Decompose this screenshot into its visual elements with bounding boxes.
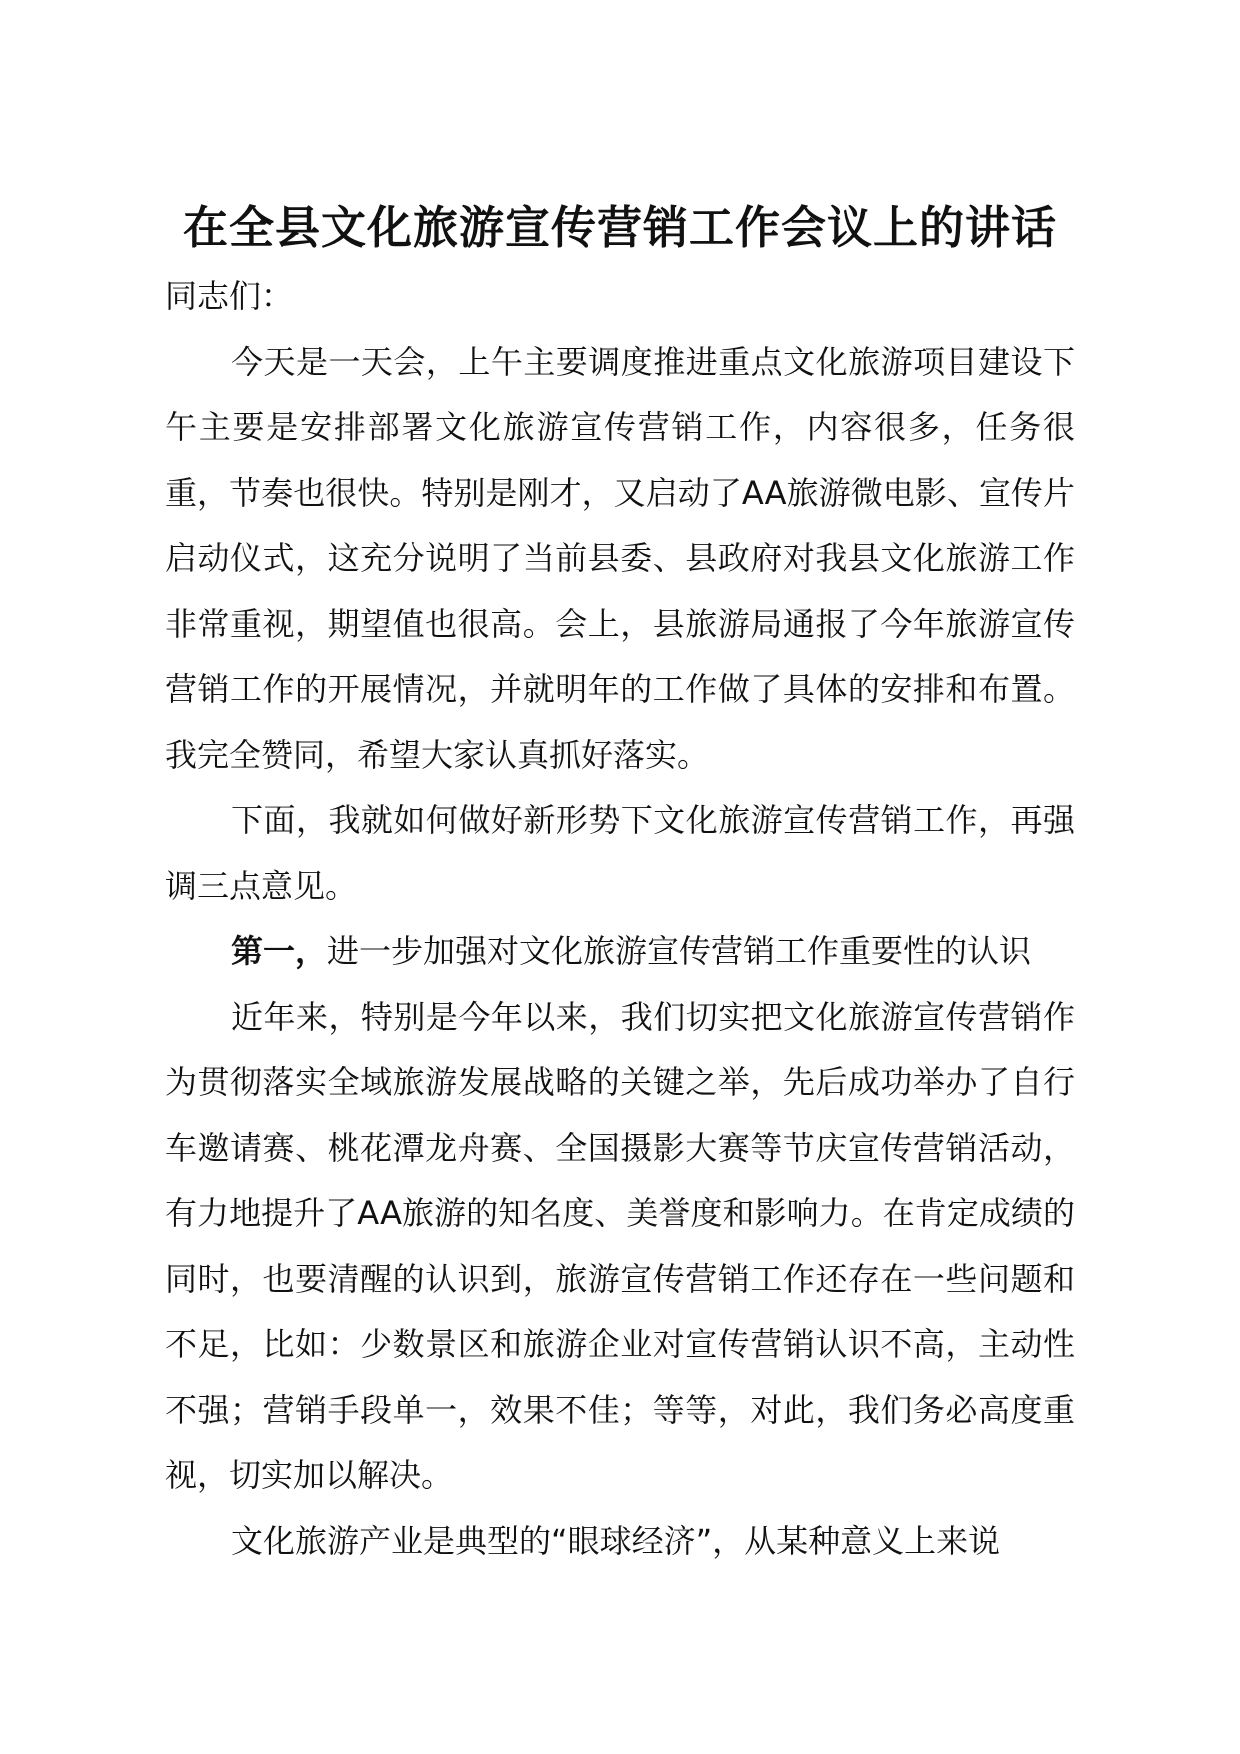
document-body <box>165 264 1075 1574</box>
section-heading-lead: 第一， <box>231 932 328 970</box>
document-title: 在全县文化旅游宣传营销工作会议上的讲话 <box>182 201 1057 254</box>
paragraph-2: 下面，我就如何做好新形势下文化旅游宣传营销工作，再强调三点意见。 <box>165 801 1075 905</box>
section-heading-text: 进一步加强对文化旅游宣传营销工作重要性的认识 <box>327 932 1032 970</box>
salutation: 同志们： <box>165 277 294 315</box>
paragraph-4: 文化旅游产业是典型的“眼球经济”，从某种意义上来说 <box>231 1521 1001 1560</box>
section-heading <box>165 919 1075 985</box>
paragraph-3: 近年来，特别是今年以来，我们切实把文化旅游宣传营销作为贯彻落实全域旅游发展战略的关键之举，先后成功举办了自行车邀请赛、桃花潭龙舟赛、全国摄影大赛等节庆宣传营销活动，有力地提升了AA旅游的知名度、美誉度和影响力。在肯定成绩的同时，也要清醒的认识到，旅游宣传营销工作还存在一些问题和不足，比如：少数景区和旅游企业对宣传营销认识不高，主动性不强；营销手段单一，效果不佳；等等，对此，我们务必高度重视，切实加以解决。 <box>165 997 1075 1494</box>
paragraph-1: 今天是一天会，上午主要调度推进重点文化旅游项目建设下午主要是安排部署文化旅游宣传营销工作，内容很多，任务很重，节奏也很快。特别是刚才，又启动了AA旅游微电影、宣传片启动仪式，这充分说明了当前县委、县政府对我县文化旅游工作非常重视，期望值也很高。会上，县旅游局通报了今年旅游宣传营销工作的开展情况，并就明年的工作做了具体的安排和布置。我完全赞同，希望大家认真抓好落实。 <box>165 342 1075 774</box>
